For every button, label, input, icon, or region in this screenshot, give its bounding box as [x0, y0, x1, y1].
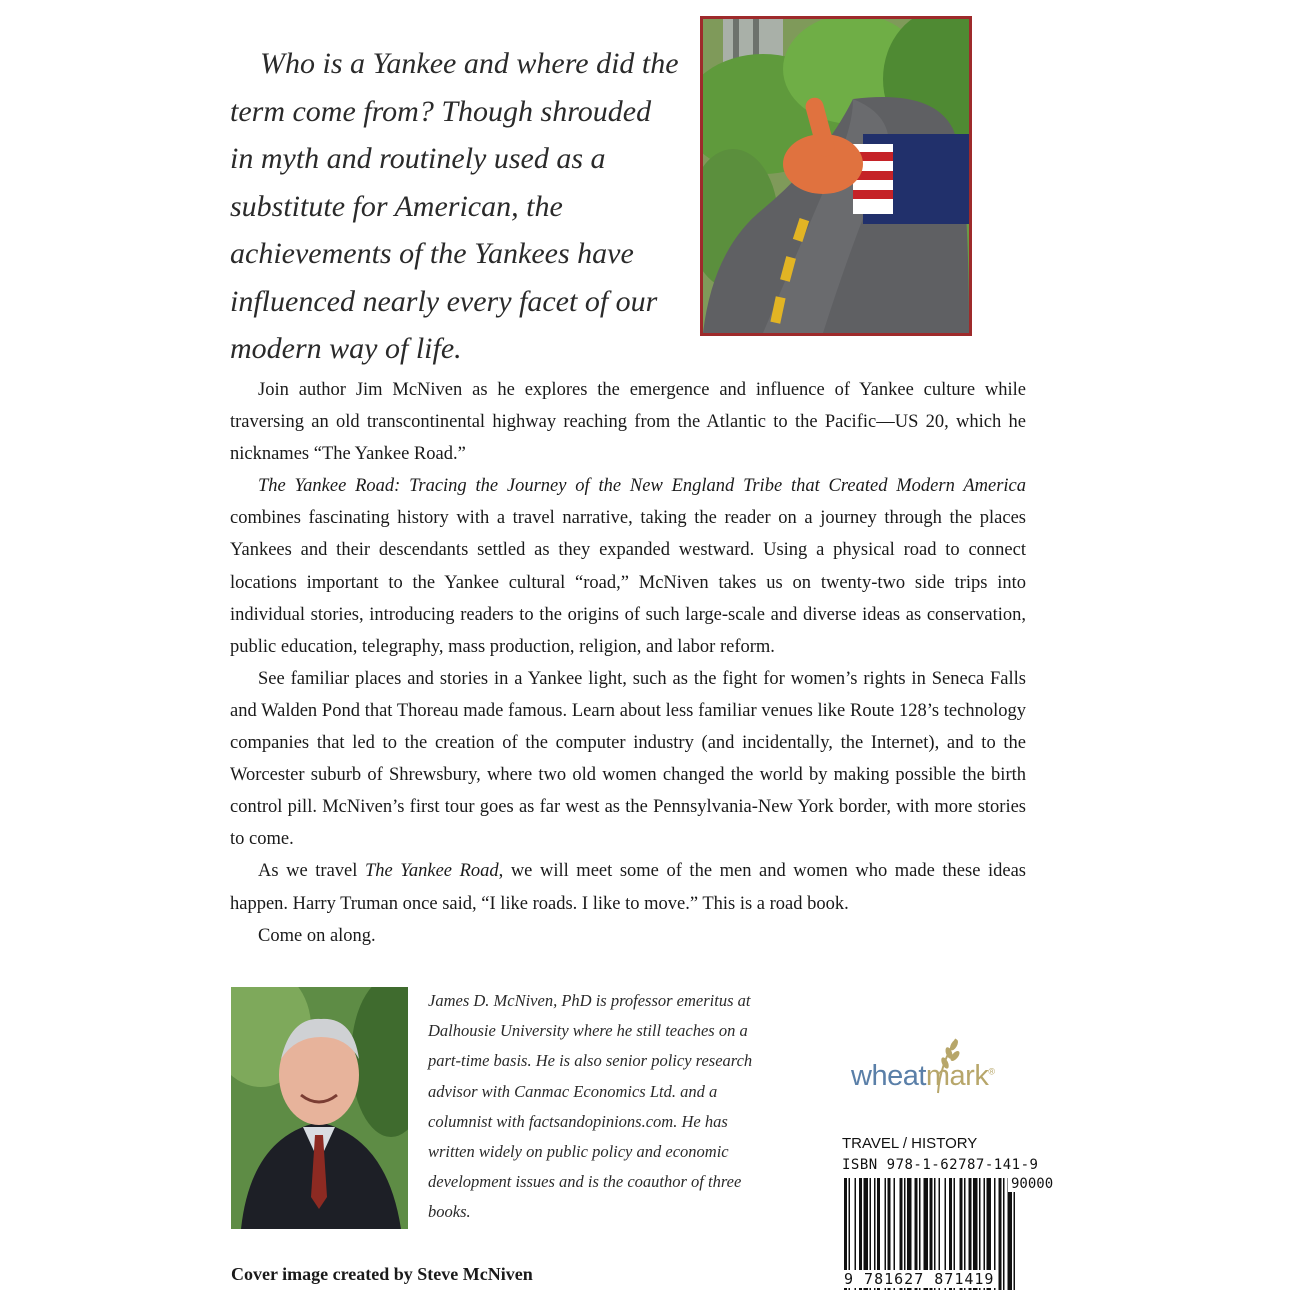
description-text: As we travel [258, 861, 365, 882]
book-description [230, 374, 1026, 952]
description-paragraph: Join author Jim McNiven as he explores the emergence and influence of Yankee culture while traversing an old transcontinental highway reaching from the Atlantic to the Pacific—US 20, which he nicknames “The Yankee Road.” [230, 380, 1026, 465]
description-text: combines fascinating history with a travel narrative, taking the reader on a journey through the places Yankees and their descendants settled as they expanded westward. Using a physical road to connect locations important to the Yankee cultural “road,” McNiven takes us on twenty-two side trips into individual stories, introducing readers to the origins of such large-scale and diverse ideas as conservation, public education, telegraphy, mass production, religion, and labor reform. [230, 508, 1026, 657]
barcode-bar [999, 1178, 1002, 1290]
book-category: TRAVEL / HISTORY [842, 1135, 978, 1152]
price-code: 90000 [1008, 1176, 1056, 1192]
barcode-bar [1014, 1178, 1016, 1290]
bio-text: James D. McNiven, PhD is professor emeritus at Dalhousie University where he still teaches on a part-time basis. He is also senior policy research advisor with Canmac Economics Ltd. and a columnist with factsandopinions.com. He has written widely on public policy and economic development issues and is the coauthor of three books. [428, 991, 753, 1222]
tagline [230, 40, 680, 373]
publisher-name-part: mark [925, 1060, 989, 1092]
author-bio [428, 986, 758, 1228]
author-photo [231, 987, 408, 1229]
book-title: The Yankee Road [364, 861, 499, 882]
ean-digits: 9 781627 871419 [844, 1270, 995, 1288]
publisher-logo [848, 1035, 1018, 1115]
isbn-label: ISBN 978-1-62787-141-9 [842, 1157, 1039, 1173]
description-paragraph: See familiar places and stories in a Yankee light, such as the fight for women’s rights in Seneca Falls and Walden Pond that Thoreau made famous. Learn about less familiar venues like Route 128’s technology companies that led to the creation of the computer industry (and incidentally, the Internet), and to the Worcester suburb of Shrewsbury, where two old women changed the world by making possible the birth control pill. McNiven’s first tour goes as far west as the Pennsylvania-New York border, with more stories to come. [230, 668, 1026, 850]
barcode-bar [1008, 1178, 1013, 1290]
description-paragraph [230, 855, 1026, 919]
publisher-name [851, 1060, 994, 1093]
cover-credit: Cover image created by Steve McNiven [231, 1264, 533, 1284]
tagline-text: Who is a Yankee and where did the term come from? Though shrouded in myth and routinely used as a substitute for American, the achievements of the Yankees have influenced nearly every facet of our modern way of life. [230, 47, 679, 365]
barcode-bar [1003, 1178, 1005, 1290]
publisher-name-part: wheat [851, 1060, 926, 1092]
registered-mark: ® [988, 1066, 995, 1077]
book-title: The Yankee Road: Tracing the Journey of the New England Tribe that Created Modern America [258, 476, 1026, 497]
cover-illustration [700, 16, 972, 336]
description-paragraph [230, 470, 1026, 663]
description-paragraph: Come on along. [258, 925, 376, 946]
description-text: , we will meet some of the men and women who made these ideas happen. Harry Truman once said, “I like roads. I like to move.” This is a road book. [230, 861, 1026, 914]
